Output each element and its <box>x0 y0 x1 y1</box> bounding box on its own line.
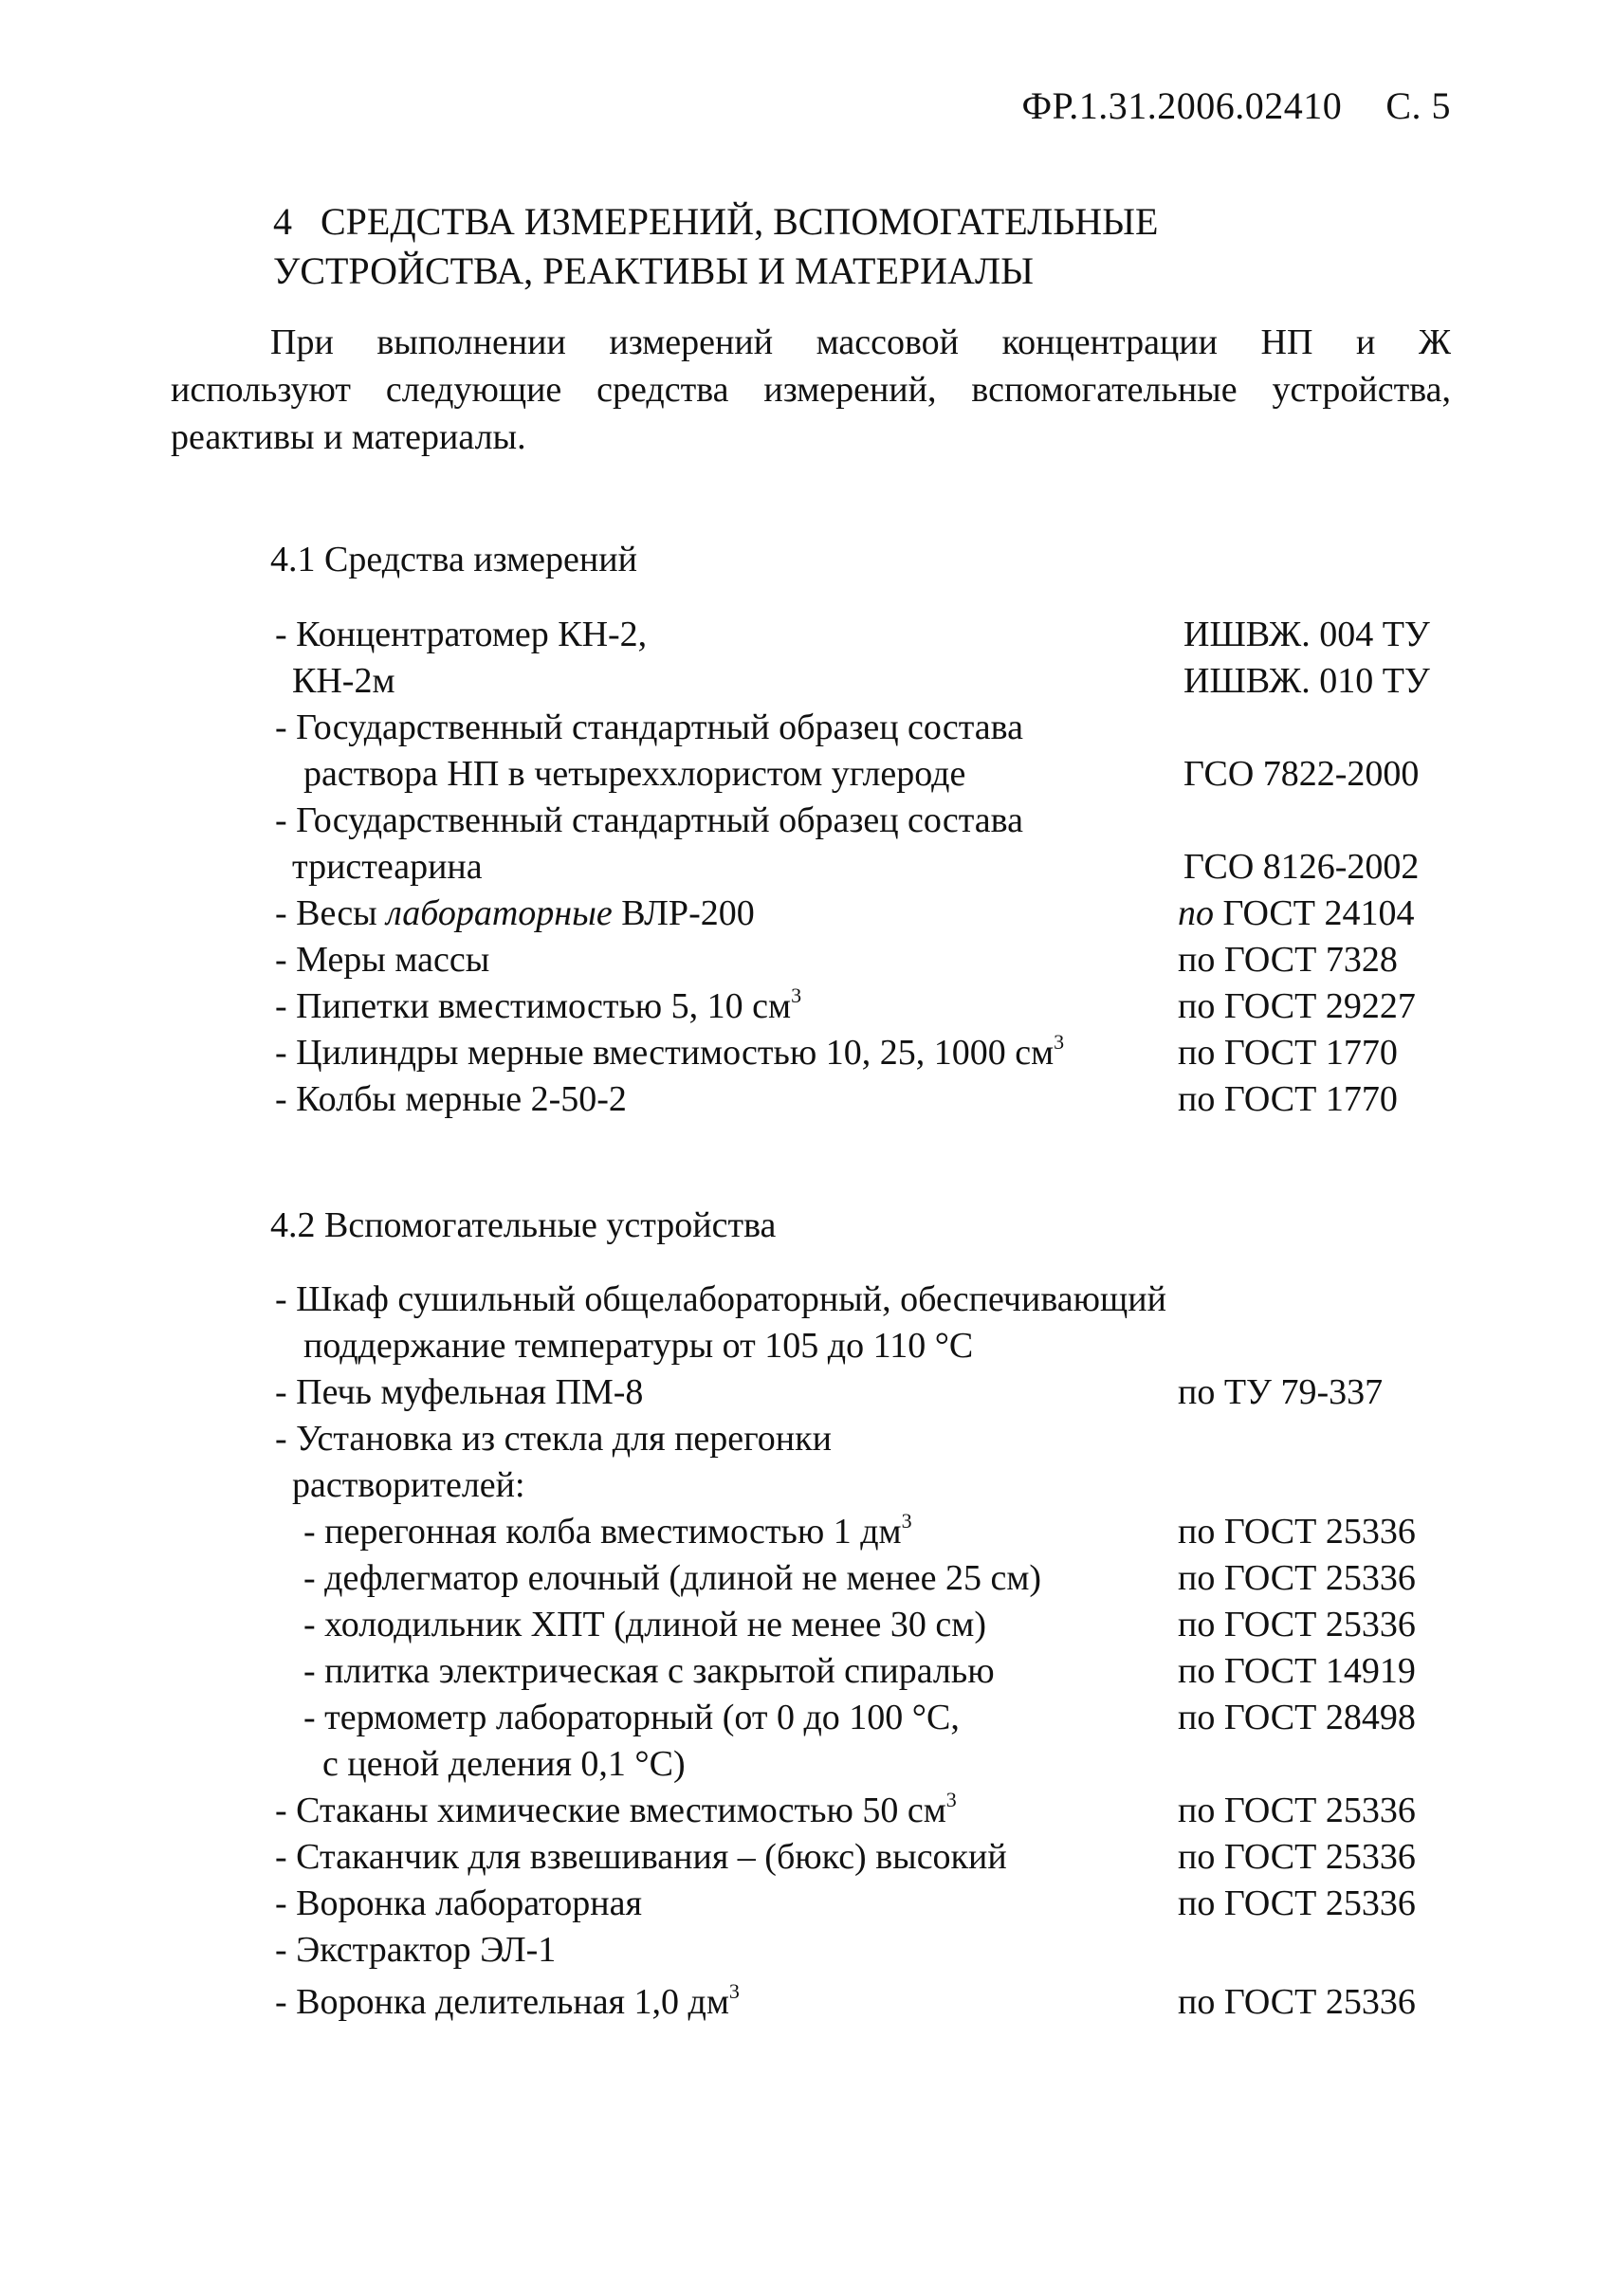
list-item: - Концентратомер КН-2, ИШВЖ. 004 ТУ <box>275 615 1430 654</box>
section-heading <box>273 197 1158 296</box>
section-number: 4 <box>273 200 292 243</box>
list-item: - Экстрактор ЭЛ-1 <box>275 1930 557 1970</box>
intro-line1: При выполнении измерений массовой концентрации НП и Ж <box>270 322 1451 362</box>
list-item: - Государственный стандартный образец состава <box>275 707 1023 747</box>
list-item: - плитка электрическая с закрытой спиралью по ГОСТ 14919 <box>303 1651 1416 1691</box>
list-item: КН-2м ИШВЖ. 010 ТУ <box>292 661 1430 701</box>
intro-line3: реактивы и материалы. <box>171 417 526 457</box>
intro-paragraph <box>171 319 1451 461</box>
section-title-line2: УСТРОЙСТВА, РЕАКТИВЫ И МАТЕРИАЛЫ <box>273 249 1034 292</box>
list-item: - Колбы мерные 2-50-2 по ГОСТ 1770 <box>275 1079 1398 1119</box>
subsection-4-2-title: 4.2 Вспомогательные устройства <box>270 1205 777 1245</box>
list-item: - Установка из стекла для перегонки <box>275 1419 832 1459</box>
auxiliary-devices-list <box>275 1277 1470 2030</box>
list-item: - дефлегматор елочный (длиной не менее 25 см) по ГОСТ 25336 <box>303 1558 1416 1598</box>
list-item: - Стаканы химические вместимостью 50 $см^3$ по ГОСТ 25336 <box>275 1788 1416 1830</box>
list-item: - Печь муфельная ПМ-8 по ТУ 79-337 <box>275 1372 1384 1412</box>
page-header <box>1021 83 1451 128</box>
list-item: тристеарина ГСО 8126-2002 <box>292 847 1420 887</box>
list-item: - Стаканчик для взвешивания – (бюкс) высокий по ГОСТ 25336 <box>275 1837 1416 1877</box>
list-item: - перегонная колба вместимостью 1 $дм^3$ по ГОСТ 25336 <box>303 1509 1416 1552</box>
list-item: - Весы лабораторные ВЛР-200 по ГОСТ 24104 <box>275 893 1415 933</box>
list-item: - Пипетки вместимостью 5, 10 $см^3$ по ГОСТ 29227 <box>275 983 1416 1026</box>
list-item: раствора НП в четыреххлористом углероде ГСО 7822-2000 <box>303 754 1420 794</box>
list-item: поддержание температуры от 105 до 110 °С <box>303 1326 974 1366</box>
list-item: с ценой деления 0,1 °С) <box>322 1744 686 1784</box>
document-number: ФР.1.31.2006.02410 <box>1021 84 1343 127</box>
page-number: С. 5 <box>1385 84 1451 127</box>
list-item: - Государственный стандартный образец состава <box>275 800 1023 840</box>
measuring-instruments-list <box>275 612 1470 1123</box>
list-item: - Воронка делительная 1,0 $дм^3$ по ГОСТ 25336 <box>275 1979 1416 2022</box>
list-item: - Воронка лабораторная по ГОСТ 25336 <box>275 1883 1416 1923</box>
list-item: растворителей: <box>292 1465 525 1505</box>
subsection-4-1-title: 4.1 Средства измерений <box>270 540 637 579</box>
list-item: - холодильник ХПТ (длиной не менее 30 см) по ГОСТ 25336 <box>303 1605 1416 1644</box>
list-item: - Цилиндры мерные вместимостью 10, 25, 1000 $см^3$ по ГОСТ 1770 <box>275 1030 1398 1073</box>
list-item: - термометр лабораторный (от 0 до 100 °С, по ГОСТ 28498 <box>303 1698 1416 1737</box>
list-item: - Меры массы по ГОСТ 7328 <box>275 940 1398 980</box>
list-item: - Шкаф сушильный общелабораторный, обеспечивающий <box>275 1279 1166 1319</box>
section-title-line1: СРЕДСТВА ИЗМЕРЕНИЙ, ВСПОМОГАТЕЛЬНЫЕ <box>321 200 1159 243</box>
intro-line2: используют следующие средства измерений, вспомогательные устройства, <box>171 370 1451 410</box>
